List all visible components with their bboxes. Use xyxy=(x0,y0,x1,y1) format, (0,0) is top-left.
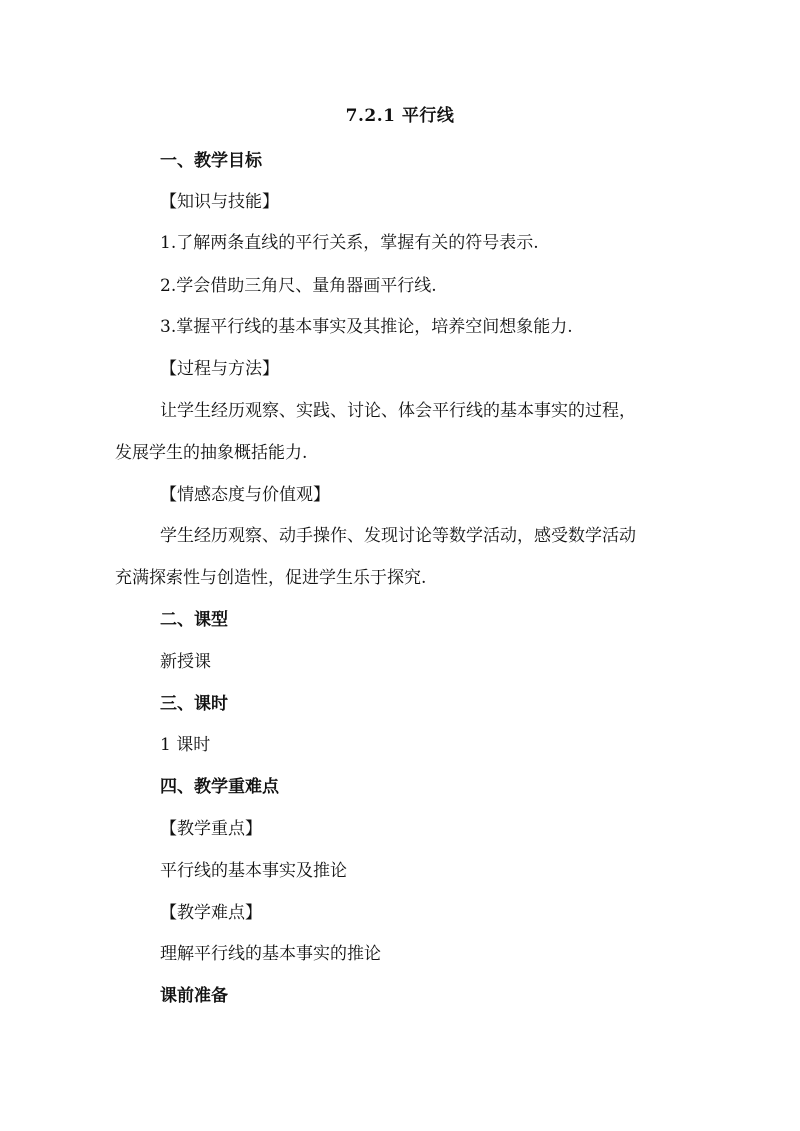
section-heading-type: 二、课型 xyxy=(160,610,228,630)
key-point-value: 平行线的基本事实及推论 xyxy=(160,861,347,881)
difficult-point-value: 理解平行线的基本事实的推论 xyxy=(160,944,381,964)
subheading-key-point: 【教学重点】 xyxy=(160,819,262,839)
hours-value: 1 课时 xyxy=(160,735,211,755)
section-heading-objectives: 一、教学目标 xyxy=(160,151,262,171)
process-paragraph-line-1: 让学生经历观察、实践、讨论、体会平行线的基本事实的过程， xyxy=(160,401,636,421)
subheading-process: 【过程与方法】 xyxy=(160,359,279,379)
knowledge-item-2: 2.学会借助三角尺、量角器画平行线. xyxy=(160,276,437,296)
section-heading-focus: 四、教学重难点 xyxy=(160,777,279,797)
subheading-attitude: 【情感态度与价值观】 xyxy=(160,485,330,505)
section-heading-prep: 课前准备 xyxy=(160,986,228,1006)
knowledge-item-3: 3.掌握平行线的基本事实及其推论，培养空间想象能力. xyxy=(160,317,573,337)
section-heading-hours: 三、课时 xyxy=(160,694,228,714)
document-title: 7.2.1 平行线 xyxy=(345,106,455,126)
subheading-difficult-point: 【教学难点】 xyxy=(160,903,262,923)
process-paragraph-line-2: 发展学生的抽象概括能力. xyxy=(115,443,308,463)
subheading-knowledge: 【知识与技能】 xyxy=(160,192,279,212)
knowledge-item-1: 1.了解两条直线的平行关系，掌握有关的符号表示. xyxy=(160,233,539,253)
attitude-paragraph-line-1: 学生经历观察、动手操作、发现讨论等数学活动，感受数学活动 xyxy=(160,526,636,546)
attitude-paragraph-line-2: 充满探索性与创造性，促进学生乐于探究. xyxy=(115,568,427,588)
type-value: 新授课 xyxy=(160,652,211,672)
